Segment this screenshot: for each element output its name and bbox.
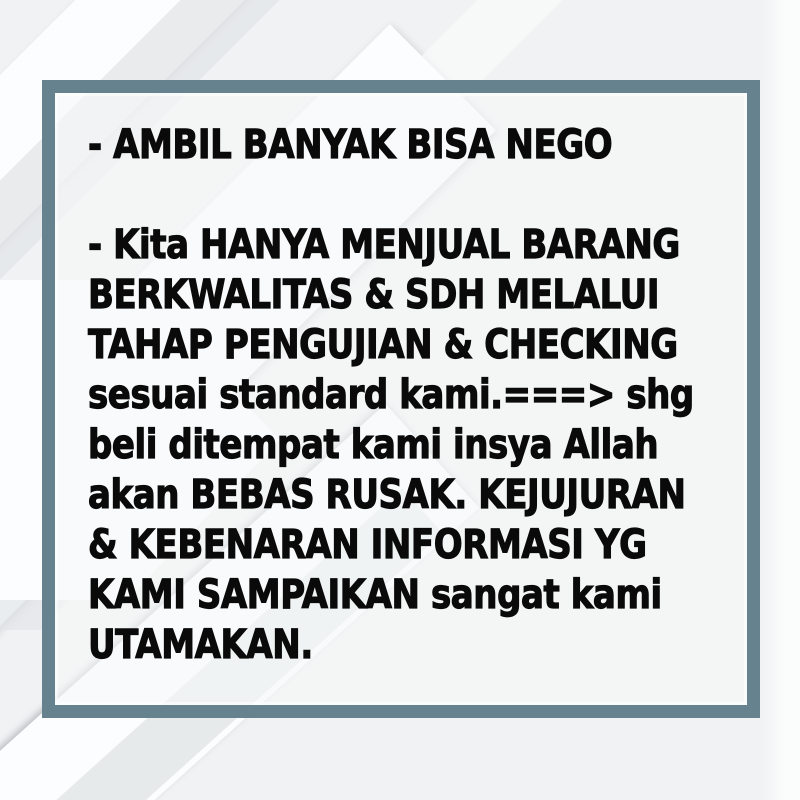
notice-line: beli ditempat kami insya Allah: [88, 422, 659, 468]
notice-line: & KEBENARAN INFORMASI YG: [88, 522, 647, 568]
notice-paragraph: [88, 120, 747, 170]
bg-right-light-strip: [762, 0, 800, 800]
notice-line: TAHAP PENGUJIAN & CHECKING: [88, 322, 678, 368]
notice-line: BERKWALITAS & SDH MELALUI: [88, 272, 660, 318]
notice-line: - Kita HANYA MENJUAL BARANG: [88, 222, 680, 268]
notice-line: - AMBIL BANYAK BISA NEGO: [88, 122, 613, 168]
notice-line: UTAMAKAN.: [88, 622, 313, 668]
notice-line: sesuai standard kami.===> shg: [88, 372, 694, 418]
notice-line: akan BEBAS RUSAK. KEJUJURAN: [88, 472, 686, 518]
notice-paragraph: [88, 220, 747, 670]
notice-line: KAMI SAMPAIKAN sangat kami: [88, 572, 662, 618]
notice-panel: [42, 80, 760, 718]
notice-text: [55, 93, 747, 670]
